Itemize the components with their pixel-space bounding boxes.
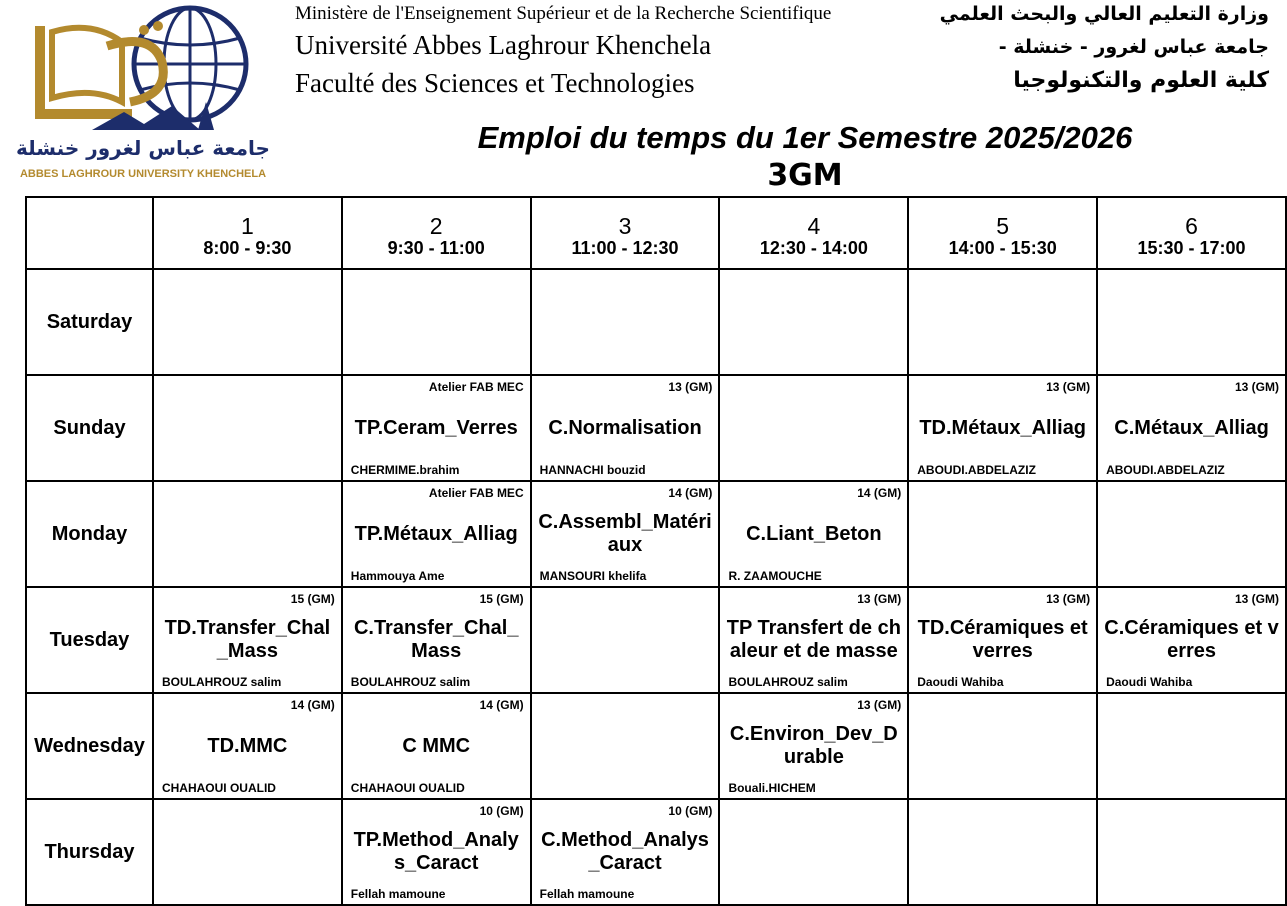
day-row — [26, 799, 1286, 905]
faculty-name-ar: كلية العلوم والتكنولوجيا — [1013, 68, 1269, 93]
session-course: TP.Ceram_Verres — [354, 416, 518, 439]
session-course: C.Métaux_Alliag — [1114, 416, 1269, 439]
session-cell — [1097, 587, 1286, 693]
session-teacher: Bouali.HICHEM — [728, 781, 816, 795]
session-course: TD.Céramiques et verres — [917, 617, 1088, 662]
session-cell — [1097, 269, 1286, 375]
session-cell — [342, 375, 531, 481]
session-room: 13 (GM) — [1234, 380, 1279, 394]
session-teacher: Daoudi Wahiba — [917, 675, 1004, 689]
university-name-fr: Université Abbes Laghrour Khenchela — [295, 30, 712, 60]
session-cell — [342, 481, 531, 587]
session-cell — [908, 375, 1097, 481]
slot-header — [908, 197, 1097, 269]
session-teacher: ABOUDI.ABDELAZIZ — [917, 463, 1036, 477]
slot-number: 5 — [996, 212, 1010, 239]
session-course: TD.Métaux_Alliag — [919, 416, 1087, 439]
ministry-name-fr: Ministère de l'Enseignement Supérieur et de la Recherche Scientifique — [295, 3, 832, 24]
session-cell — [153, 269, 342, 375]
slot-header — [342, 197, 531, 269]
session-room: 13 (GM) — [1046, 380, 1091, 394]
university-logo — [12, 2, 274, 184]
day-label: Thursday — [26, 799, 153, 905]
logo-text-english: ABBES LAGHROUR UNIVERSITY KHENCHELA — [19, 168, 267, 180]
slot-number: 6 — [1185, 212, 1198, 239]
session-course: TP.Method_Analys_Caract — [353, 829, 519, 874]
session-cell — [719, 375, 908, 481]
session-cell — [719, 693, 908, 799]
group-label: 3GM — [767, 158, 843, 193]
session-teacher: HANNACHI bouzid — [539, 463, 646, 477]
session-cell — [1097, 693, 1286, 799]
session-cell — [719, 269, 908, 375]
session-cell — [531, 269, 720, 375]
day-label: Tuesday — [26, 587, 153, 693]
session-cell — [531, 693, 720, 799]
session-teacher: Daoudi Wahiba — [1106, 675, 1193, 689]
session-room: 13 (GM) — [1046, 592, 1091, 606]
corner-cell — [26, 197, 153, 269]
slot-number: 4 — [807, 212, 821, 239]
slot-time: 12:30 - 14:00 — [759, 237, 868, 258]
session-room: 10 (GM) — [668, 804, 713, 818]
session-room: 13 (GM) — [668, 380, 713, 394]
session-cell — [908, 693, 1097, 799]
day-label: Wednesday — [26, 693, 153, 799]
session-course: C.Liant_Beton — [746, 522, 882, 545]
session-cell — [153, 693, 342, 799]
slot-header — [1097, 197, 1286, 269]
slot-time: 11:00 - 12:30 — [571, 237, 679, 258]
slot-time: 14:00 - 15:30 — [948, 237, 1057, 258]
session-cell — [531, 375, 720, 481]
day-row — [26, 481, 1286, 587]
session-room: 14 (GM) — [668, 486, 713, 500]
session-teacher: MANSOURI khelifa — [539, 569, 647, 583]
session-course: TD.MMC — [207, 734, 288, 757]
session-room: 14 (GM) — [479, 698, 524, 712]
session-room: 14 (GM) — [857, 486, 902, 500]
session-cell — [531, 587, 720, 693]
session-teacher: CHAHAOUI OUALID — [161, 781, 276, 795]
slot-number: 2 — [429, 212, 443, 239]
session-cell — [908, 269, 1097, 375]
ministry-name-ar: وزارة التعليم العالي والبحث العلمي — [939, 3, 1269, 25]
session-course: C.Environ_Dev_Durable — [729, 723, 898, 768]
slot-header-row — [26, 197, 1286, 269]
session-room: 15 (GM) — [290, 592, 335, 606]
day-row — [26, 693, 1286, 799]
session-room: 10 (GM) — [479, 804, 524, 818]
session-course: C MMC — [402, 734, 471, 757]
session-teacher: BOULAHROUZ salim — [728, 675, 848, 689]
session-cell — [342, 587, 531, 693]
session-course: TP.Métaux_Alliag — [354, 522, 518, 545]
session-teacher: Fellah mamoune — [539, 887, 635, 901]
session-room: 13 (GM) — [857, 592, 902, 606]
slot-number: 1 — [240, 212, 254, 239]
session-teacher: BOULAHROUZ salim — [350, 675, 471, 689]
session-course: TP Transfert de chaleur et de masse — [726, 617, 901, 662]
session-cell — [719, 799, 908, 905]
slot-time: 15:30 - 17:00 — [1137, 237, 1246, 258]
timetable — [25, 196, 1287, 906]
day-row — [26, 269, 1286, 375]
day-row — [26, 587, 1286, 693]
session-cell — [531, 799, 720, 905]
session-cell — [908, 587, 1097, 693]
session-room: 13 (GM) — [1234, 592, 1279, 606]
session-cell — [153, 481, 342, 587]
session-cell — [719, 481, 908, 587]
session-cell — [342, 693, 531, 799]
page-title: Emploi du temps du 1er Semestre 2025/2026 — [477, 120, 1133, 155]
slot-time: 9:30 - 11:00 — [387, 237, 485, 258]
session-room: 14 (GM) — [290, 698, 335, 712]
session-course: C.Céramiques et verres — [1104, 617, 1279, 662]
session-teacher: R. ZAAMOUCHE — [728, 569, 822, 583]
faculty-name-fr: Faculté des Sciences et Technologies — [295, 68, 695, 98]
session-course: C.Normalisation — [548, 416, 702, 439]
session-teacher: Fellah mamoune — [350, 887, 446, 901]
session-cell — [342, 269, 531, 375]
session-room: Atelier FAB MEC — [428, 380, 524, 394]
session-teacher: BOULAHROUZ salim — [161, 675, 282, 689]
session-teacher: Hammouya Ame — [350, 569, 445, 583]
session-cell — [1097, 799, 1286, 905]
session-cell — [1097, 375, 1286, 481]
logo-text-arabic: جامعة عباس لغرور خنشلة — [16, 136, 270, 160]
slot-time: 8:00 - 9:30 — [203, 237, 292, 258]
day-row — [26, 375, 1286, 481]
day-label: Saturday — [26, 269, 153, 375]
session-course: C.Assembl_Matériaux — [538, 511, 712, 556]
day-label: Sunday — [26, 375, 153, 481]
session-cell — [153, 587, 342, 693]
session-teacher: CHERMIME.brahim — [350, 463, 460, 477]
session-cell — [153, 375, 342, 481]
session-room: 15 (GM) — [479, 592, 524, 606]
slot-header — [153, 197, 342, 269]
session-cell — [1097, 481, 1286, 587]
session-cell — [531, 481, 720, 587]
slot-header — [531, 197, 720, 269]
university-name-ar: جامعة عباس لغرور - خنشلة - — [998, 36, 1269, 58]
session-room: 13 (GM) — [857, 698, 902, 712]
session-cell — [719, 587, 908, 693]
slot-header — [719, 197, 908, 269]
session-cell — [908, 799, 1097, 905]
session-teacher: CHAHAOUI OUALID — [350, 781, 465, 795]
session-cell — [908, 481, 1097, 587]
session-cell — [342, 799, 531, 905]
day-label: Monday — [26, 481, 153, 587]
session-course: C.Transfer_Chal_Mass — [353, 617, 519, 662]
session-course: TD.Transfer_Chal_Mass — [164, 617, 331, 662]
session-cell — [153, 799, 342, 905]
session-teacher: ABOUDI.ABDELAZIZ — [1106, 463, 1225, 477]
slot-number: 3 — [618, 212, 632, 239]
session-course: C.Method_Analys_Caract — [541, 829, 709, 874]
session-room: Atelier FAB MEC — [428, 486, 524, 500]
